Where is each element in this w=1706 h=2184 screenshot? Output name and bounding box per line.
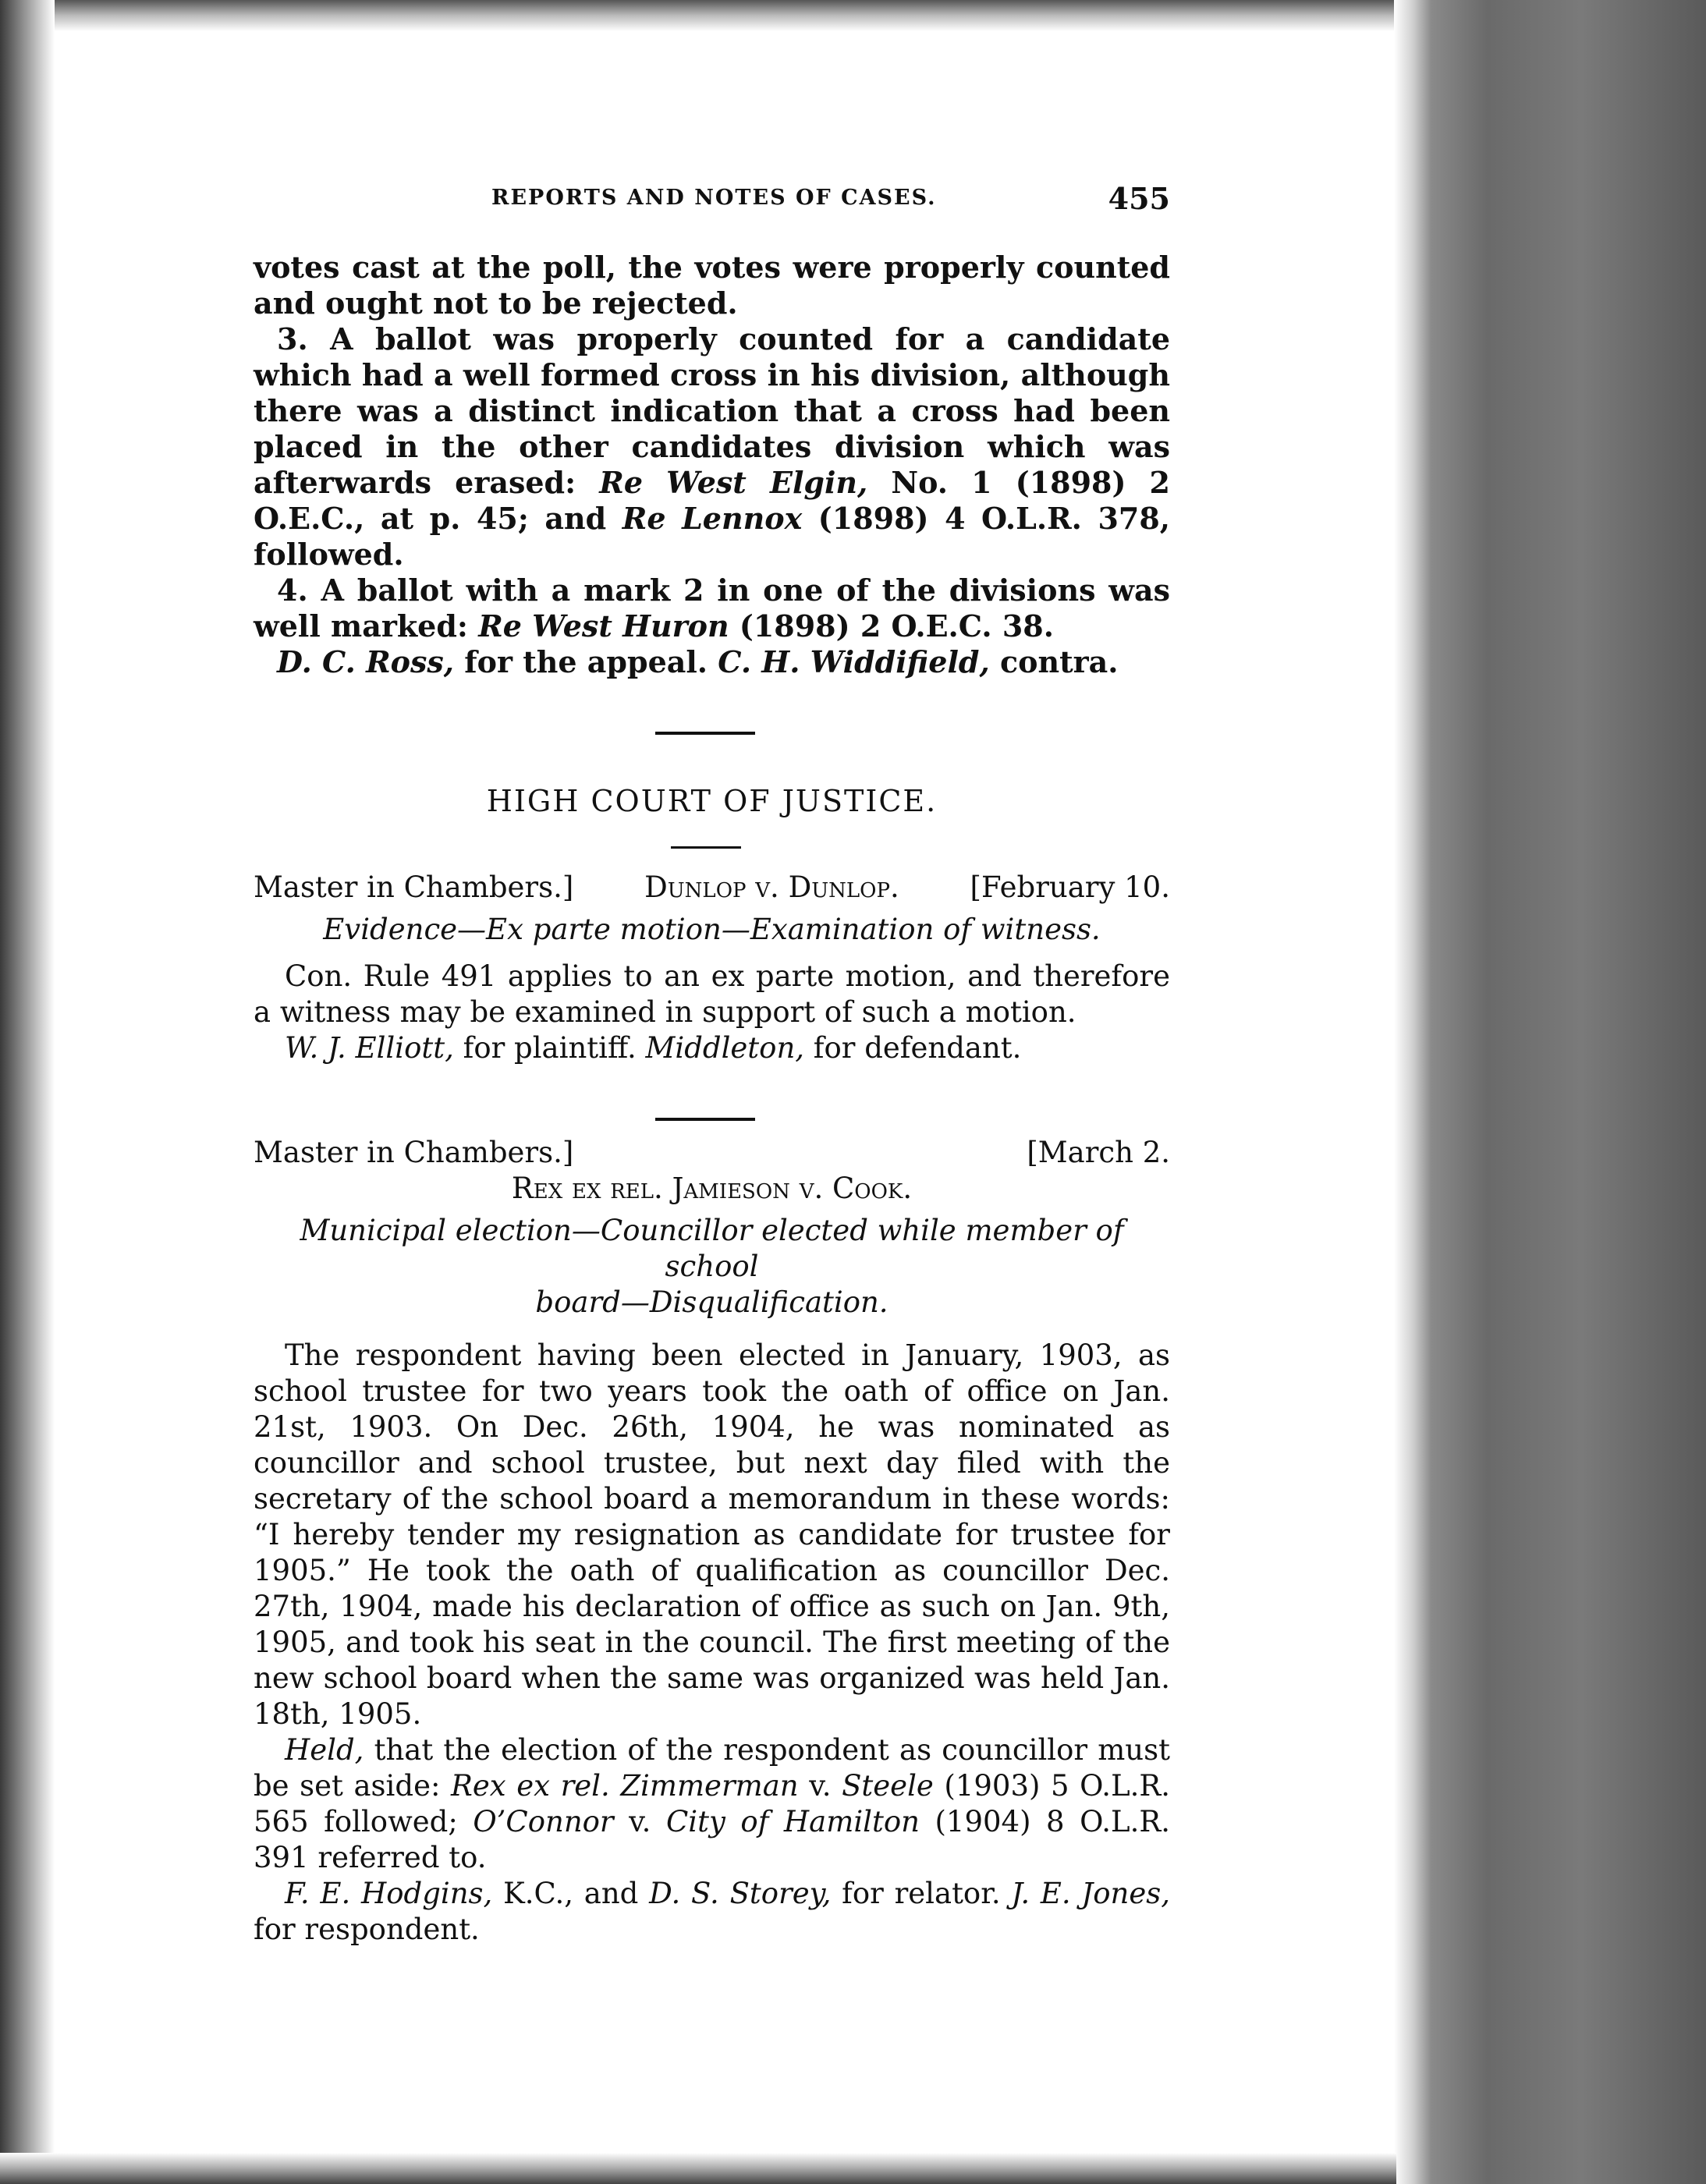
case-dunlop-headnote: Evidence—Ex parte motion—Examination of witness. <box>323 913 1101 946</box>
case-dunlop-date: [February 10. <box>970 870 1170 904</box>
prior-case-counsel: D. C. Ross, for the appeal. C. H. Widdifield, contra. <box>277 644 1119 679</box>
case-dunlop-court: Master in Chambers.] <box>254 870 574 904</box>
case-dunlop-body: Con. Rule 491 applies to an ex parte motion, and therefore a witness may be examined in support of such a motion. <box>254 959 1170 1029</box>
case-jamieson-date: [March 2. <box>1027 1136 1170 1169</box>
case-dunlop-parties: Dunlop v. Dunlop. <box>644 870 899 904</box>
page-number: 455 <box>1108 181 1170 216</box>
case-jamieson-caption <box>254 1135 1170 1171</box>
case-dunlop-caption <box>254 870 1170 906</box>
case-jamieson-court: Master in Chambers.] <box>254 1136 574 1169</box>
case-jamieson-headnote: Municipal election—Councillor elected while member of school board—Disqualification. <box>300 1214 1124 1319</box>
case-dunlop <box>254 870 1170 1066</box>
court-heading <box>254 784 1170 818</box>
case-jamieson-held: Held, that the election of the respondent as councillor must be set aside: Rex ex rel. Zimmerman v. Steele (1903) 5 O.L.R. 565 followed; O’Connor v. City of Hamilton (1904) 8 O.L.R. 391 referred to. <box>254 1733 1171 1874</box>
scan-edge-right <box>1394 0 1706 2184</box>
case-jamieson-body: The respondent having been elected in January, 1903, as school trustee for two years took the oath of office on Jan. 21st, 1903. On Dec. 26th, 1904, he was nominated as councillor and school trustee, but next day filed with the secretary of the school board a memorandum in these words: “I hereby tender my resignation as candidate for trustee for 1905.” He took the oath of qualification as councillor Dec. 27th, 1904, made his declaration of office as such on Jan. 9th, 1905, and took his seat in the council. The first meeting of the new school board when the same was organized was held Jan. 18th, 1905. <box>254 1338 1170 1731</box>
scan-edge-left <box>0 0 55 2184</box>
case-jamieson-counsel: F. E. Hodgins, K.C., and D. S. Storey, for relator. J. E. Jones, for respondent. <box>254 1877 1170 1946</box>
case-jamieson <box>254 1135 1170 1948</box>
prior-case-paragraph-1: votes cast at the poll, the votes were properly counted and ought not to be rejected. <box>254 250 1170 321</box>
case-divider <box>655 1118 755 1121</box>
running-head: REPORTS AND NOTES OF CASES. <box>491 186 937 210</box>
prior-case-text <box>254 250 1170 680</box>
case-dunlop-counsel: W. J. Elliott, for plaintiff. Middleton, for defendant. <box>285 1031 1022 1065</box>
section-divider <box>655 732 755 735</box>
page <box>254 0 1170 2184</box>
prior-case-paragraph-3: 4. A ballot with a mark 2 in one of the divisions was well marked: Re West Huron (1898) 2 O.E.C. 38. <box>254 573 1170 644</box>
court-title: HIGH COURT OF JUSTICE. <box>486 784 938 818</box>
case-jamieson-parties: Rex ex rel. Jamieson v. Cook. <box>511 1172 913 1205</box>
prior-case-paragraph-2: 3. A ballot was properly counted for a candidate which had a well formed cross in his division, although there was a distinct indication that a cross had been placed in the other candidates division which was afterwards erased: Re West Elgin, No. 1 (1898) 2 O.E.C., at p. 45; and Re Lennox (1898) 4 O.L.R. 378, followed. <box>254 321 1171 572</box>
court-divider <box>671 846 741 849</box>
